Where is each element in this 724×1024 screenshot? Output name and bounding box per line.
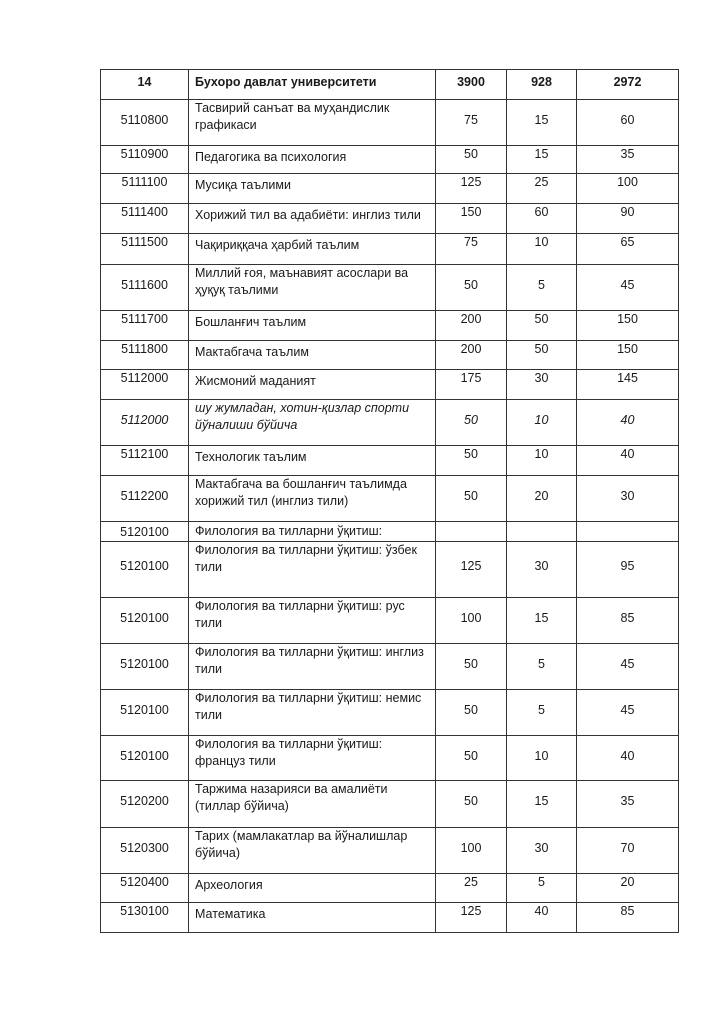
- specialty-code: 5120100: [101, 644, 189, 690]
- contract-quota: 95: [577, 542, 679, 598]
- specialty-name: Мактабгача таълим: [189, 341, 436, 370]
- contract-quota: 90: [577, 204, 679, 234]
- specialty-name: Технологик таълим: [189, 446, 436, 476]
- table-row: [101, 234, 679, 265]
- grant-quota: 50: [507, 311, 577, 341]
- specialty-code: 5120200: [101, 781, 189, 828]
- table-row: [101, 522, 679, 542]
- specialty-name: Филология ва тилларни ўқитиш: француз тили: [189, 736, 436, 781]
- total-quota: 125: [436, 903, 507, 933]
- total-quota: 100: [436, 828, 507, 874]
- specialty-code: 5120100: [101, 690, 189, 736]
- contract-quota: 35: [577, 781, 679, 828]
- contract-quota: 150: [577, 341, 679, 370]
- contract-quota: 60: [577, 100, 679, 146]
- contract-quota: 45: [577, 265, 679, 311]
- total-quota: 100: [436, 598, 507, 644]
- specialty-code: 5112200: [101, 476, 189, 522]
- grant-quota: 25: [507, 174, 577, 204]
- table-row: [101, 446, 679, 476]
- contract-quota: 40: [577, 400, 679, 446]
- contract-quota: [577, 522, 679, 542]
- total-quota: 3900: [436, 70, 507, 100]
- specialty-code: 5111600: [101, 265, 189, 311]
- specialty-name: Бошланғич таълим: [189, 311, 436, 341]
- grant-quota: 60: [507, 204, 577, 234]
- specialty-name: Педагогика ва психология: [189, 146, 436, 174]
- total-quota: 150: [436, 204, 507, 234]
- specialty-code: 5112000: [101, 400, 189, 446]
- table-row: [101, 174, 679, 204]
- admission-quota-table: [100, 69, 679, 933]
- specialty-code: 5120100: [101, 542, 189, 598]
- table-row: [101, 781, 679, 828]
- specialty-name: Филология ва тилларни ўқитиш: инглиз тили: [189, 644, 436, 690]
- total-quota: 75: [436, 100, 507, 146]
- grant-quota: 10: [507, 736, 577, 781]
- table-row: [101, 903, 679, 933]
- total-quota: 50: [436, 476, 507, 522]
- specialty-code: 5112000: [101, 370, 189, 400]
- contract-quota: 65: [577, 234, 679, 265]
- contract-quota: 40: [577, 446, 679, 476]
- total-quota: 200: [436, 341, 507, 370]
- specialty-name: Математика: [189, 903, 436, 933]
- table-row: [101, 828, 679, 874]
- table-row: [101, 146, 679, 174]
- table-row: [101, 100, 679, 146]
- total-quota: 25: [436, 874, 507, 903]
- specialty-name: Мактабгача ва бошланғич таълимда хорижий тил (инглиз тили): [189, 476, 436, 522]
- total-quota: 50: [436, 690, 507, 736]
- contract-quota: 40: [577, 736, 679, 781]
- grant-quota: 10: [507, 446, 577, 476]
- table-row: [101, 204, 679, 234]
- contract-quota: 145: [577, 370, 679, 400]
- table-row: [101, 265, 679, 311]
- specialty-name: Филология ва тилларни ўқитиш: ўзбек тили: [189, 542, 436, 598]
- specialty-code: 5110800: [101, 100, 189, 146]
- total-quota: 50: [436, 146, 507, 174]
- grant-quota: 40: [507, 903, 577, 933]
- contract-quota: 2972: [577, 70, 679, 100]
- table-row: [101, 874, 679, 903]
- grant-quota: 5: [507, 874, 577, 903]
- specialty-code: 5120100: [101, 598, 189, 644]
- table-row: [101, 736, 679, 781]
- grant-quota: 15: [507, 146, 577, 174]
- total-quota: 75: [436, 234, 507, 265]
- total-quota: 50: [436, 644, 507, 690]
- grant-quota: 50: [507, 341, 577, 370]
- table-row: [101, 598, 679, 644]
- specialty-code: 5111700: [101, 311, 189, 341]
- total-quota: 50: [436, 265, 507, 311]
- table-row: [101, 644, 679, 690]
- grant-quota: 928: [507, 70, 577, 100]
- total-quota: 125: [436, 174, 507, 204]
- specialty-code: 5120400: [101, 874, 189, 903]
- contract-quota: 30: [577, 476, 679, 522]
- grant-quota: 30: [507, 370, 577, 400]
- total-quota: 175: [436, 370, 507, 400]
- specialty-name: Чақириққача ҳарбий таълим: [189, 234, 436, 265]
- grant-quota: 10: [507, 400, 577, 446]
- total-quota: 50: [436, 400, 507, 446]
- grant-quota: 15: [507, 781, 577, 828]
- specialty-name: шу жумладан, хотин-қизлар спорти йўналиши бўйича: [189, 400, 436, 446]
- total-quota: 50: [436, 446, 507, 476]
- contract-quota: 70: [577, 828, 679, 874]
- grant-quota: 15: [507, 100, 577, 146]
- contract-quota: 150: [577, 311, 679, 341]
- specialty-name: Археология: [189, 874, 436, 903]
- specialty-name: Таржима назарияси ва амалиёти (тиллар бўйича): [189, 781, 436, 828]
- table-row: [101, 542, 679, 598]
- contract-quota: 85: [577, 598, 679, 644]
- contract-quota: 35: [577, 146, 679, 174]
- table-row: [101, 311, 679, 341]
- grant-quota: 5: [507, 644, 577, 690]
- university-number: 14: [101, 70, 189, 100]
- specialty-name: Филология ва тилларни ўқитиш: немис тили: [189, 690, 436, 736]
- specialty-name: Миллий ғоя, маънавият асослари ва ҳуқуқ таълими: [189, 265, 436, 311]
- specialty-name: Филология ва тилларни ўқитиш: рус тили: [189, 598, 436, 644]
- grant-quota: 30: [507, 828, 577, 874]
- specialty-code: 5111800: [101, 341, 189, 370]
- contract-quota: 45: [577, 644, 679, 690]
- specialty-code: 5130100: [101, 903, 189, 933]
- grant-quota: 5: [507, 265, 577, 311]
- table-row: [101, 370, 679, 400]
- table-row: [101, 476, 679, 522]
- specialty-code: 5112100: [101, 446, 189, 476]
- specialty-code: 5120100: [101, 736, 189, 781]
- grant-quota: 10: [507, 234, 577, 265]
- contract-quota: 100: [577, 174, 679, 204]
- table-row: [101, 690, 679, 736]
- specialty-code: 5111400: [101, 204, 189, 234]
- contract-quota: 45: [577, 690, 679, 736]
- specialty-name: Мусиқа таълими: [189, 174, 436, 204]
- specialty-name: Тарих (мамлакатлар ва йўналишлар бўйича): [189, 828, 436, 874]
- university-header-row: [101, 70, 679, 100]
- total-quota: 125: [436, 542, 507, 598]
- grant-quota: [507, 522, 577, 542]
- grant-quota: 30: [507, 542, 577, 598]
- specialty-code: 5110900: [101, 146, 189, 174]
- specialty-code: 5111500: [101, 234, 189, 265]
- total-quota: 50: [436, 781, 507, 828]
- total-quota: 50: [436, 736, 507, 781]
- table-row-subcategory: [101, 400, 679, 446]
- specialty-name: Жисмоний маданият: [189, 370, 436, 400]
- contract-quota: 85: [577, 903, 679, 933]
- university-name: Бухоро давлат университети: [189, 70, 436, 100]
- table-row: [101, 341, 679, 370]
- total-quota: 200: [436, 311, 507, 341]
- specialty-name: Тасвирий санъат ва муҳандислик графикаси: [189, 100, 436, 146]
- contract-quota: 20: [577, 874, 679, 903]
- grant-quota: 5: [507, 690, 577, 736]
- specialty-name: Хорижий тил ва адабиёти: инглиз тили: [189, 204, 436, 234]
- specialty-code: 5111100: [101, 174, 189, 204]
- grant-quota: 15: [507, 598, 577, 644]
- total-quota: [436, 522, 507, 542]
- specialty-code: 5120300: [101, 828, 189, 874]
- specialty-code: 5120100: [101, 522, 189, 542]
- grant-quota: 20: [507, 476, 577, 522]
- specialty-name: Филология ва тилларни ўқитиш:: [189, 522, 436, 542]
